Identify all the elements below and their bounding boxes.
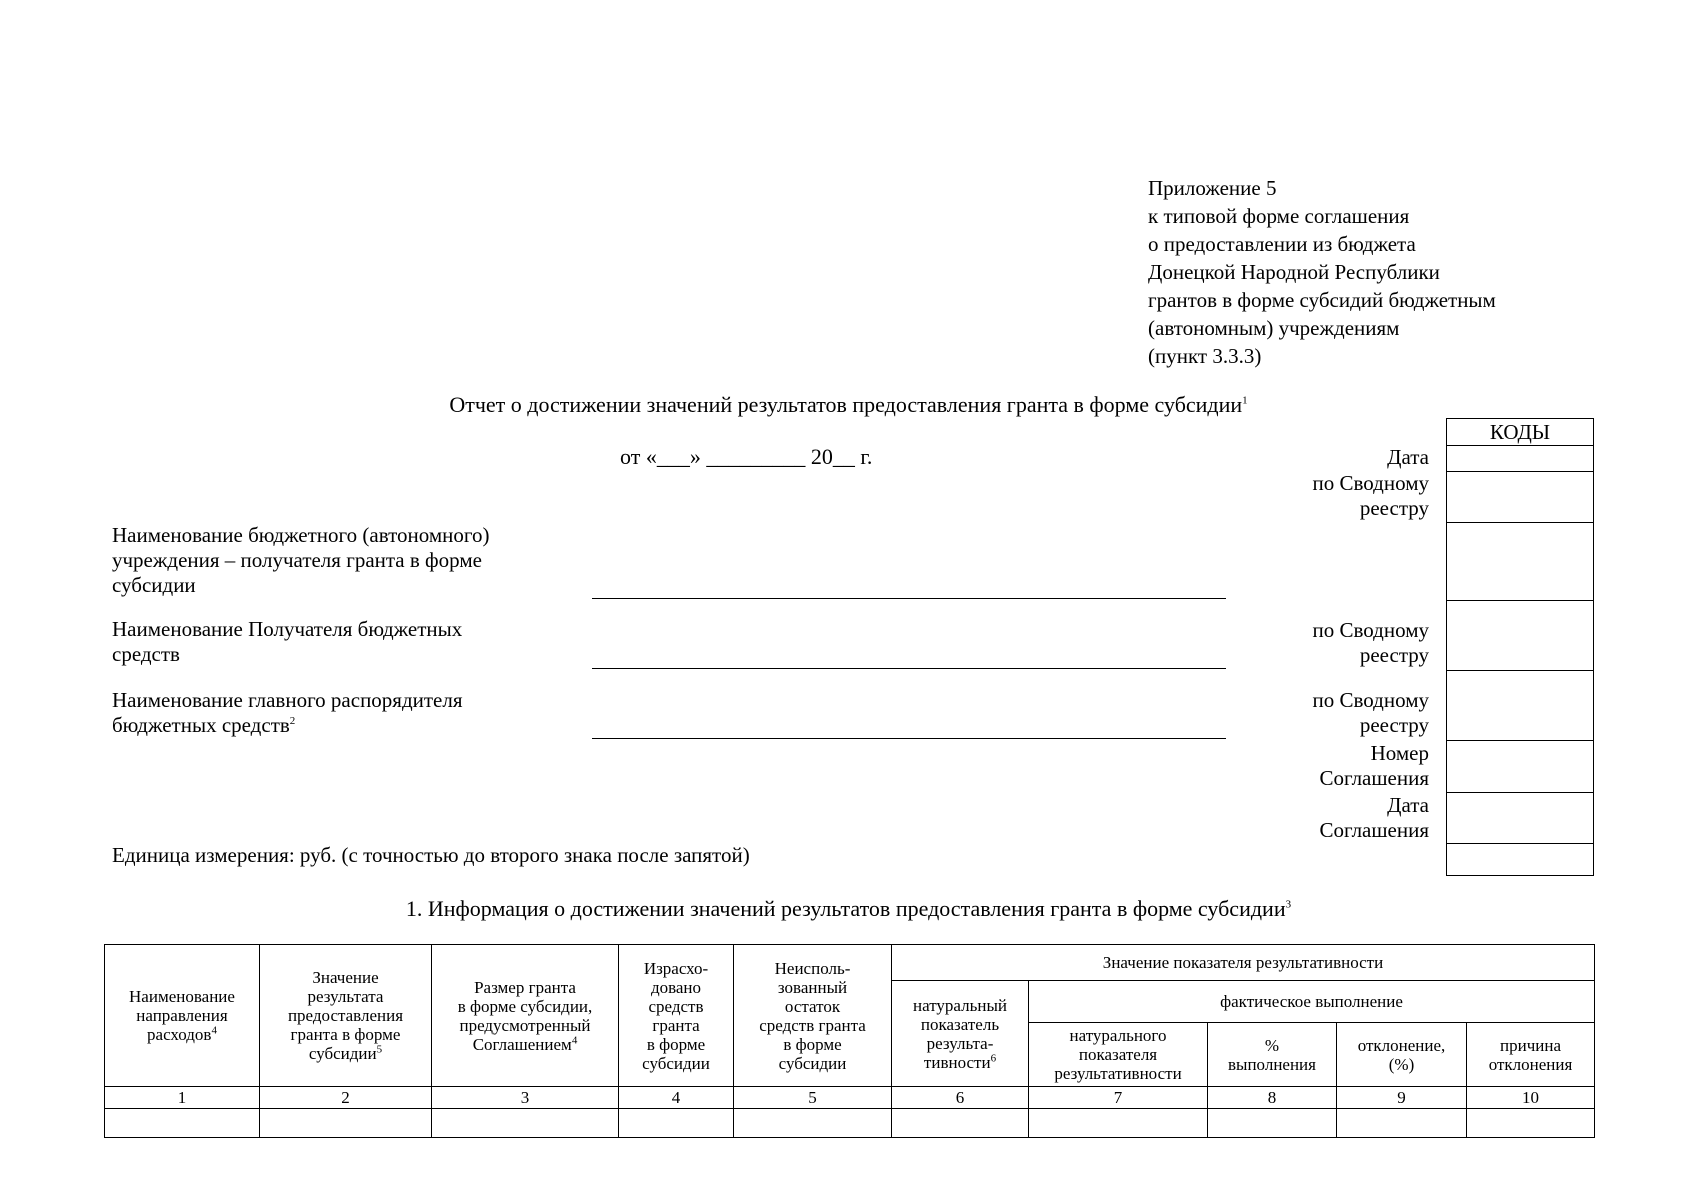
table-row — [105, 1109, 1595, 1138]
codes-header: КОДЫ — [1489, 420, 1551, 444]
codes-divider — [1447, 600, 1593, 601]
footnote-mark: 4 — [211, 1024, 217, 1037]
header-line: гранта в форме — [290, 1025, 401, 1044]
header-line: в форме субсидии, — [457, 996, 593, 1016]
label-line: Соглашения — [1319, 766, 1429, 790]
header-line: субсидии — [778, 1053, 847, 1073]
column-number: 5 — [734, 1087, 892, 1109]
col-header-natural-indicator — [892, 981, 1029, 1087]
column-number: 3 — [432, 1087, 619, 1109]
gr-field[interactable] — [592, 738, 1226, 739]
label-line: Наименование бюджетного (автономного) — [112, 523, 490, 547]
col-header-expense-direction — [105, 945, 260, 1087]
report-title-text: Отчет о достижении значений результатов предоставления гранта в форме субсидии — [449, 392, 1243, 417]
header-line: Соглашением — [472, 1034, 572, 1054]
column-number: 2 — [260, 1087, 432, 1109]
appendix-line: (пункт 3.3.3) — [1148, 344, 1262, 368]
label-line: реестру — [1359, 643, 1429, 667]
header-line: в форме — [783, 1034, 842, 1054]
recipient-label — [112, 523, 489, 598]
col-header-unused-balance — [734, 945, 892, 1087]
column-number: 9 — [1337, 1087, 1467, 1109]
col-header-grant-size — [432, 945, 619, 1087]
header-line: предусмотренный — [459, 1015, 591, 1035]
header-line: остаток — [784, 996, 841, 1016]
appendix-line: Донецкой Народной Республики — [1148, 260, 1440, 284]
col-header-natural-actual — [1029, 1023, 1208, 1087]
codes-divider — [1447, 740, 1593, 741]
header-line: результата — [307, 987, 384, 1006]
footnote-mark: 5 — [376, 1043, 383, 1056]
code-label-date: Дата — [1387, 445, 1429, 469]
column-number: 4 — [619, 1087, 734, 1109]
code-label-register-3 — [1313, 688, 1429, 738]
report-title — [0, 392, 1697, 418]
header-line: отклонения — [1488, 1054, 1573, 1074]
footnote-mark: 1 — [1242, 394, 1248, 407]
section-title-text: 1. Информация о достижении значений результатов предоставления гранта в форме субсидии — [405, 896, 1286, 921]
col-header-deviation — [1337, 1023, 1467, 1087]
results-table — [104, 944, 1595, 1138]
appendix-line: Приложение 5 — [1148, 176, 1277, 200]
appendix-line: (автономным) учреждениям — [1148, 316, 1400, 340]
code-label-agreement-date — [1320, 793, 1429, 843]
gr-label — [112, 688, 463, 738]
label-line: Номер — [1370, 741, 1429, 765]
header-line: направления — [136, 1006, 228, 1025]
header-line: предоставления — [287, 1006, 404, 1025]
footnote-mark: 2 — [289, 715, 296, 727]
header-line: (%) — [1388, 1054, 1415, 1074]
header-line: выполнения — [1228, 1054, 1316, 1074]
label-line: бюджетных средств — [112, 713, 290, 737]
appendix-line: грантов в форме субсидий бюджетным — [1148, 288, 1496, 312]
appendix-line: о предоставлении из бюджета — [1148, 232, 1416, 256]
report-date-line: от «___» _________ 20__ г. — [620, 444, 873, 469]
appendix-line: к типовой форме соглашения — [1148, 204, 1410, 228]
table-cell[interactable] — [734, 1109, 892, 1138]
header-line: в форме — [646, 1034, 706, 1054]
table-cell[interactable] — [892, 1109, 1029, 1138]
header-line: субсидии — [308, 1044, 377, 1063]
label-line: реестру — [1359, 496, 1429, 520]
header-line: % — [1264, 1035, 1280, 1055]
budget-recipient-field[interactable] — [592, 668, 1226, 669]
label-line: субсидии — [112, 573, 196, 597]
table-cell[interactable] — [432, 1109, 619, 1138]
table-cell[interactable] — [1029, 1109, 1208, 1138]
label-line: Соглашения — [1319, 818, 1429, 842]
header-line: показатель — [920, 1014, 1000, 1034]
codes-divider — [1447, 843, 1593, 844]
table-cell[interactable] — [1208, 1109, 1337, 1138]
header-line: расходов — [147, 1025, 212, 1044]
label-line: Наименование главного распорядителя — [112, 688, 463, 712]
header-line: Наименование — [129, 987, 235, 1006]
header-line: Израсхо- — [643, 958, 709, 978]
code-label-register-1 — [1313, 471, 1429, 521]
header-line: натурального — [1069, 1026, 1167, 1045]
label-line: по Сводному — [1312, 471, 1429, 495]
footnote-mark: 4 — [571, 1033, 578, 1046]
label-line: учреждения – получателя гранта в форме — [112, 548, 482, 572]
unit-label: Единица измерения: руб. (с точностью до второго знака после запятой) — [112, 843, 750, 867]
header-line: субсидии — [642, 1053, 710, 1073]
header-line: зованный — [777, 977, 848, 997]
subgroup-header-actual: фактическое выполнение — [1029, 981, 1595, 1023]
col-header-percent — [1208, 1023, 1337, 1087]
header-line: натуральный — [913, 995, 1007, 1015]
label-line: реестру — [1359, 713, 1429, 737]
label-line: Наименование Получателя бюджетных — [112, 617, 463, 641]
codes-divider — [1447, 670, 1593, 671]
group-header-performance: Значение показателя результативности — [892, 945, 1595, 981]
label-line: средств — [112, 642, 180, 666]
appendix-block — [1148, 174, 1496, 370]
header-line: средств — [648, 996, 704, 1016]
table-cell[interactable] — [1337, 1109, 1467, 1138]
budget-recipient-label — [112, 617, 462, 667]
label-line: по Сводному — [1312, 618, 1429, 642]
header-line: причина — [1500, 1035, 1561, 1055]
column-number: 10 — [1467, 1087, 1595, 1109]
codes-divider — [1447, 471, 1593, 472]
column-number: 7 — [1029, 1087, 1208, 1109]
recipient-name-field[interactable] — [592, 598, 1226, 599]
header-line: тивности — [923, 1052, 991, 1072]
code-label-register-2 — [1313, 618, 1429, 668]
header-line: результативности — [1054, 1064, 1182, 1083]
table-cell[interactable] — [105, 1109, 260, 1138]
header-line: довано — [650, 977, 702, 997]
table-cell[interactable] — [619, 1109, 734, 1138]
header-line: результа- — [926, 1033, 994, 1053]
header-line: отклонение, — [1357, 1035, 1446, 1055]
label-line: Дата — [1387, 793, 1429, 817]
codes-box — [1446, 418, 1594, 876]
section-title — [0, 896, 1697, 922]
header-line: средств гранта — [759, 1015, 866, 1035]
header-line: гранта — [652, 1015, 700, 1035]
footnote-mark: 3 — [1285, 898, 1292, 911]
header-line: Размер гранта — [474, 977, 576, 997]
column-number-row — [105, 1087, 1595, 1109]
col-header-result-value — [260, 945, 432, 1087]
footnote-mark: 6 — [990, 1051, 997, 1064]
column-number: 8 — [1208, 1087, 1337, 1109]
table-cell[interactable] — [260, 1109, 432, 1138]
column-number: 6 — [892, 1087, 1029, 1109]
codes-divider — [1447, 792, 1593, 793]
header-line: Значение — [312, 968, 379, 987]
header-line: показателя — [1078, 1045, 1158, 1064]
table-cell[interactable] — [1467, 1109, 1595, 1138]
codes-divider — [1447, 445, 1593, 446]
label-line: по Сводному — [1312, 688, 1429, 712]
code-label-agreement-number — [1320, 741, 1429, 791]
header-line: Неисполь- — [774, 958, 851, 978]
codes-divider — [1447, 522, 1593, 523]
column-number: 1 — [105, 1087, 260, 1109]
col-header-spent — [619, 945, 734, 1087]
col-header-deviation-reason — [1467, 1023, 1595, 1087]
